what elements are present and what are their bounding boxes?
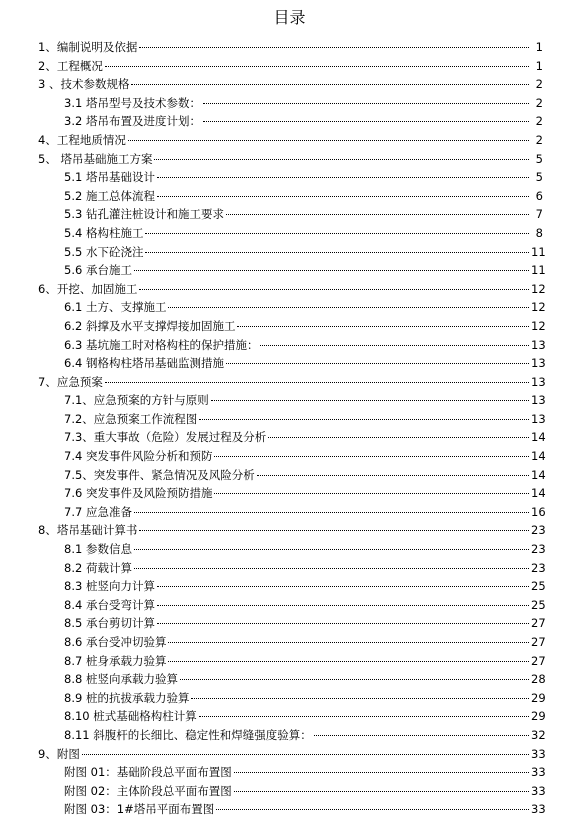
toc-entry-page-number: 13 [531, 337, 546, 352]
toc-title: 目录 [273, 8, 306, 27]
dot-leader [203, 121, 529, 122]
toc-entry-label: 2、工程概况 [38, 58, 103, 73]
dot-leader [211, 400, 529, 401]
toc-entry-label: 8.8 桩竖向承载力验算 [64, 672, 178, 687]
toc-entry-label: 8.10 桩式基础格构柱计算 [64, 709, 197, 724]
toc-entry[interactable] [0, 94, 579, 113]
toc-entry-label: 8.1 参数信息 [64, 542, 132, 557]
toc-entry[interactable] [0, 763, 579, 782]
toc-entry[interactable] [0, 782, 579, 801]
toc-entry-label: 附图 02：主体阶段总平面布置图 [64, 783, 232, 798]
dot-leader [180, 679, 529, 680]
toc-entry-page-number: 27 [531, 616, 546, 631]
toc-entry-label: 8.6 承台受冲切验算 [64, 635, 167, 649]
dot-leader [134, 568, 529, 569]
toc-entry[interactable] [0, 670, 579, 689]
toc-entry-label: 3.2 塔吊布置及进度计划： [64, 114, 201, 129]
dot-leader [199, 419, 529, 420]
dot-leader [134, 270, 529, 271]
dot-leader [128, 140, 529, 141]
toc-entry[interactable] [0, 596, 579, 615]
toc-entry-label: 5.5 水下砼浇注 [64, 244, 144, 259]
toc-entry-page-number: 25 [531, 579, 546, 594]
toc-entry[interactable] [0, 447, 579, 466]
dot-leader [226, 363, 529, 364]
toc-entry[interactable] [0, 187, 579, 206]
toc-entry-page-number: 29 [531, 690, 546, 705]
toc-entry[interactable] [0, 745, 579, 764]
dot-leader [168, 661, 529, 662]
toc-list [0, 38, 579, 819]
dot-leader [203, 103, 529, 104]
toc-entry[interactable] [0, 57, 579, 76]
toc-entry-label: 附图 01：基础阶段总平面布置图 [64, 765, 232, 780]
toc-entry[interactable] [0, 336, 579, 355]
dot-leader [168, 642, 529, 643]
dot-leader [157, 196, 529, 197]
dot-leader [139, 530, 529, 531]
dot-leader [131, 84, 529, 85]
toc-entry[interactable] [0, 243, 579, 262]
dot-leader [134, 549, 529, 550]
toc-entry-label: 7.1、应急预案的方针与原则 [64, 393, 209, 408]
toc-entry[interactable] [0, 75, 579, 94]
toc-entry-label: 7.2、应急预案工作流程图 [64, 411, 198, 426]
toc-entry-page-number: 13 [531, 393, 546, 408]
toc-entry-label: 5.4 格构柱施工 [64, 225, 144, 240]
toc-entry-label: 附图 03：1#塔吊平面布置图 [64, 802, 215, 817]
toc-entry-label: 4、工程地质情况 [38, 132, 126, 147]
toc-entry-page-number: 14 [531, 467, 546, 482]
toc-entry-label: 6.2 斜撑及水平支撑焊接加固施工 [64, 318, 236, 333]
toc-entry-label: 7.7 应急准备 [64, 504, 132, 519]
toc-entry[interactable] [0, 391, 579, 410]
toc-entry[interactable] [0, 354, 579, 373]
dot-leader [134, 512, 529, 513]
toc-entry-label: 8.3 桩竖向力计算 [64, 579, 155, 594]
toc-entry-label: 8.11 斜腹杆的长细比、稳定性和焊缝强度验算： [64, 727, 312, 742]
toc-entry[interactable] [0, 577, 579, 596]
toc-entry-page-number: 12 [531, 281, 546, 296]
dot-leader [145, 233, 529, 234]
toc-entry-page-number: 29 [531, 709, 546, 724]
dot-leader [191, 698, 529, 699]
dot-leader [168, 307, 529, 308]
toc-entry[interactable] [0, 633, 579, 652]
toc-entry-page-number: 16 [531, 504, 546, 519]
toc-entry[interactable] [0, 652, 579, 671]
toc-entry-page-number: 27 [531, 653, 546, 668]
toc-entry-page-number: 2 [535, 132, 543, 147]
toc-entry[interactable] [0, 38, 579, 57]
toc-entry-label: 5.6 承台施工 [64, 263, 132, 278]
dot-leader [157, 586, 529, 587]
toc-entry-page-number: 33 [531, 765, 546, 780]
toc-entry[interactable] [0, 168, 579, 187]
toc-entry-page-number: 13 [531, 411, 546, 426]
toc-entry-label: 8.5 承台剪切计算 [64, 616, 155, 631]
dot-leader [105, 382, 529, 383]
toc-entry-page-number: 7 [535, 207, 543, 222]
toc-entry-page-number: 11 [531, 244, 546, 259]
toc-entry[interactable] [0, 428, 579, 447]
toc-entry[interactable] [0, 559, 579, 578]
toc-entry-label: 5.1 塔吊基础设计 [64, 170, 155, 185]
dot-leader [314, 735, 529, 736]
toc-entry-page-number: 33 [531, 783, 546, 798]
toc-entry-page-number: 2 [535, 95, 543, 110]
toc-entry-label: 8.7 桩身承载力验算 [64, 653, 167, 668]
toc-entry-label: 8.9 桩的抗拔承载力验算 [64, 690, 190, 705]
toc-entry-page-number: 5 [535, 151, 543, 166]
toc-entry-page-number: 25 [531, 597, 546, 612]
dot-leader [268, 437, 529, 438]
toc-entry-label: 6.4 钢格构柱塔吊基础监测措施 [64, 356, 224, 371]
dot-leader [214, 456, 529, 457]
toc-entry-page-number: 14 [531, 449, 546, 464]
toc-entry-label: 8、塔吊基础计算书 [38, 523, 138, 538]
toc-entry[interactable] [0, 317, 579, 336]
toc-entry-label: 7.3、重大事故（危险）发展过程及分析 [64, 430, 267, 445]
toc-entry[interactable] [0, 373, 579, 392]
toc-entry-page-number: 12 [531, 300, 546, 315]
toc-entry-label: 6、开挖、加固施工 [38, 281, 138, 296]
toc-entry-page-number: 32 [531, 727, 546, 742]
dot-leader [260, 345, 529, 346]
toc-entry-page-number: 14 [531, 430, 546, 445]
dot-leader [214, 493, 529, 494]
toc-entry-label: 8.2 荷载计算 [64, 560, 132, 575]
toc-entry-page-number: 28 [531, 672, 546, 687]
toc-entry-label: 5.3 钻孔灌注桩设计和施工要求 [64, 207, 224, 222]
dot-leader [226, 214, 529, 215]
dot-leader [257, 475, 529, 476]
toc-entry[interactable] [0, 614, 579, 633]
toc-entry-label: 3 、技术参数规格 [38, 77, 130, 92]
toc-entry-label: 7.4 突发事件风险分析和预防 [64, 449, 213, 464]
toc-entry[interactable] [0, 150, 579, 169]
dot-leader [154, 159, 529, 160]
toc-entry-page-number: 13 [531, 356, 546, 371]
toc-entry-page-number: 27 [531, 635, 546, 649]
toc-entry[interactable] [0, 280, 579, 299]
dot-leader [157, 605, 529, 606]
toc-entry-label: 6.1 土方、支撑施工 [64, 300, 167, 315]
toc-entry-label: 9、附图 [38, 746, 80, 761]
dot-leader [234, 791, 529, 792]
toc-entry-page-number: 2 [535, 114, 543, 129]
dot-leader [234, 772, 529, 773]
toc-entry-page-number: 8 [535, 225, 543, 240]
toc-entry-label: 7、应急预案 [38, 374, 103, 389]
toc-entry-page-number: 23 [531, 560, 546, 575]
dot-leader [157, 177, 529, 178]
toc-entry[interactable] [0, 224, 579, 243]
toc-entry-page-number: 2 [535, 77, 543, 92]
toc-entry[interactable] [0, 689, 579, 708]
toc-entry-page-number: 33 [531, 746, 546, 761]
toc-entry-page-number: 12 [531, 318, 546, 333]
toc-entry[interactable] [0, 540, 579, 559]
toc-entry-label: 3.1 塔吊型号及技术参数： [64, 95, 201, 110]
toc-entry-label: 5、 塔吊基础施工方案 [38, 151, 153, 166]
toc-entry[interactable] [0, 205, 579, 224]
toc-entry-page-number: 33 [531, 802, 546, 817]
toc-entry[interactable] [0, 503, 579, 522]
toc-entry[interactable] [0, 298, 579, 317]
dot-leader [216, 809, 529, 810]
toc-entry-page-number: 1 [535, 58, 543, 73]
dot-leader [139, 289, 529, 290]
toc-entry[interactable] [0, 800, 579, 819]
dot-leader [82, 754, 529, 755]
dot-leader [157, 623, 529, 624]
toc-entry-label: 8.4 承台受弯计算 [64, 597, 155, 612]
dot-leader [145, 252, 529, 253]
toc-entry-page-number: 1 [535, 40, 543, 54]
toc-entry[interactable] [0, 466, 579, 485]
toc-entry-page-number: 14 [531, 486, 546, 501]
toc-entry[interactable] [0, 707, 579, 726]
toc-entry[interactable] [0, 726, 579, 745]
toc-entry[interactable] [0, 131, 579, 150]
toc-entry[interactable] [0, 521, 579, 540]
toc-entry-label: 5.2 施工总体流程 [64, 188, 155, 203]
toc-entry[interactable] [0, 261, 579, 280]
toc-entry[interactable] [0, 484, 579, 503]
toc-entry[interactable] [0, 410, 579, 429]
toc-entry-page-number: 23 [531, 523, 546, 538]
toc-entry-page-number: 5 [535, 170, 543, 185]
toc-entry-label: 7.6 突发事件及风险预防措施 [64, 486, 213, 501]
toc-entry-page-number: 23 [531, 542, 546, 557]
dot-leader [105, 66, 529, 67]
toc-entry-label: 6.3 基坑施工时对格构柱的保护措施： [64, 337, 259, 352]
toc-entry-page-number: 13 [531, 374, 546, 389]
toc-entry-label: 1、编制说明及依据 [38, 40, 138, 54]
toc-entry[interactable] [0, 112, 579, 131]
dot-leader [199, 716, 529, 717]
dot-leader [139, 47, 529, 48]
toc-entry-label: 7.5、突发事件、紧急情况及风险分析 [64, 467, 255, 482]
toc-entry-page-number: 6 [535, 188, 543, 203]
dot-leader [237, 326, 529, 327]
toc-entry-page-number: 11 [531, 263, 546, 278]
